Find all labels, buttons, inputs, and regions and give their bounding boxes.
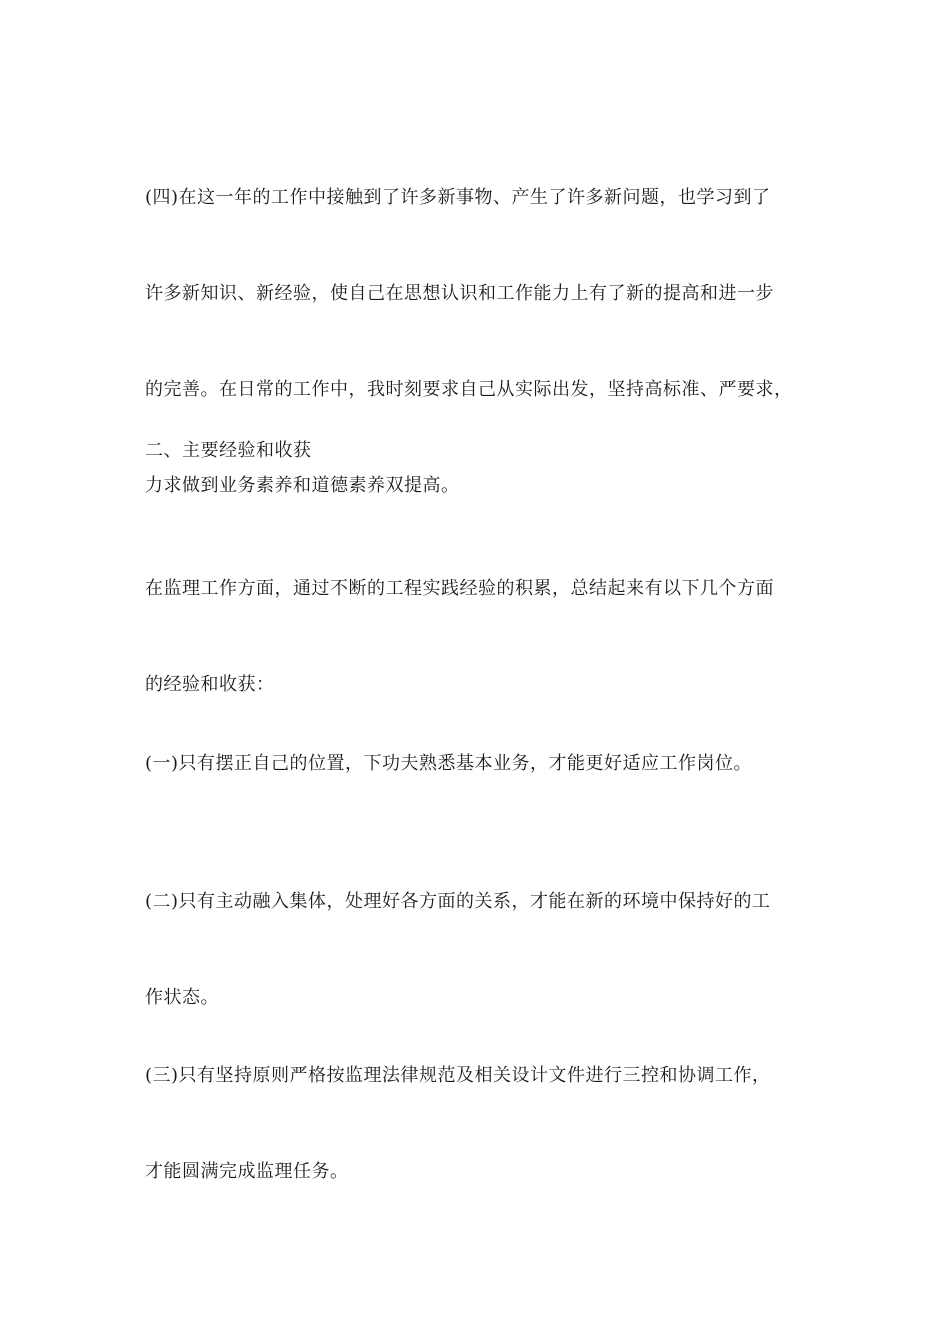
text-line: 的经验和收获： <box>145 674 275 695</box>
text-line: 在监理工作方面，通过不断的工程实践经验的积累，总结起来有以下几个方面 <box>145 578 774 599</box>
list-item-three <box>145 996 810 1252</box>
text-line: 才能圆满完成监理任务。 <box>145 1161 349 1182</box>
text-line: 力求做到业务素养和道德素养双提高。 <box>145 475 460 496</box>
text-line: 许多新知识、新经验，使自己在思想认识和工作能力上有了新的提高和进一步 <box>145 283 774 304</box>
text-line: (一)只有摆正自己的位置，下功夫熟悉基本业务，才能更好适应工作岗位。 <box>145 753 753 774</box>
text-line: 作状态。 <box>145 987 219 1008</box>
section-heading <box>145 371 810 531</box>
text-line: 的完善。在日常的工作中，我时刻要求自己从实际出发，坚持高标准、严要求， <box>145 379 793 400</box>
heading-text: 二、主要经验和收获 <box>145 440 312 461</box>
text-line: (三)只有坚持原则严格按监理法律规范及相关设计文件进行三控和协调工作， <box>145 1065 771 1086</box>
list-item-one <box>145 684 810 844</box>
text-line: (四)在这一年的工作中接触到了许多新事物、产生了许多新问题，也学习到了 <box>145 187 771 208</box>
text-line: (二)只有主动融入集体，处理好各方面的关系，才能在新的环境中保持好的工 <box>145 891 771 912</box>
